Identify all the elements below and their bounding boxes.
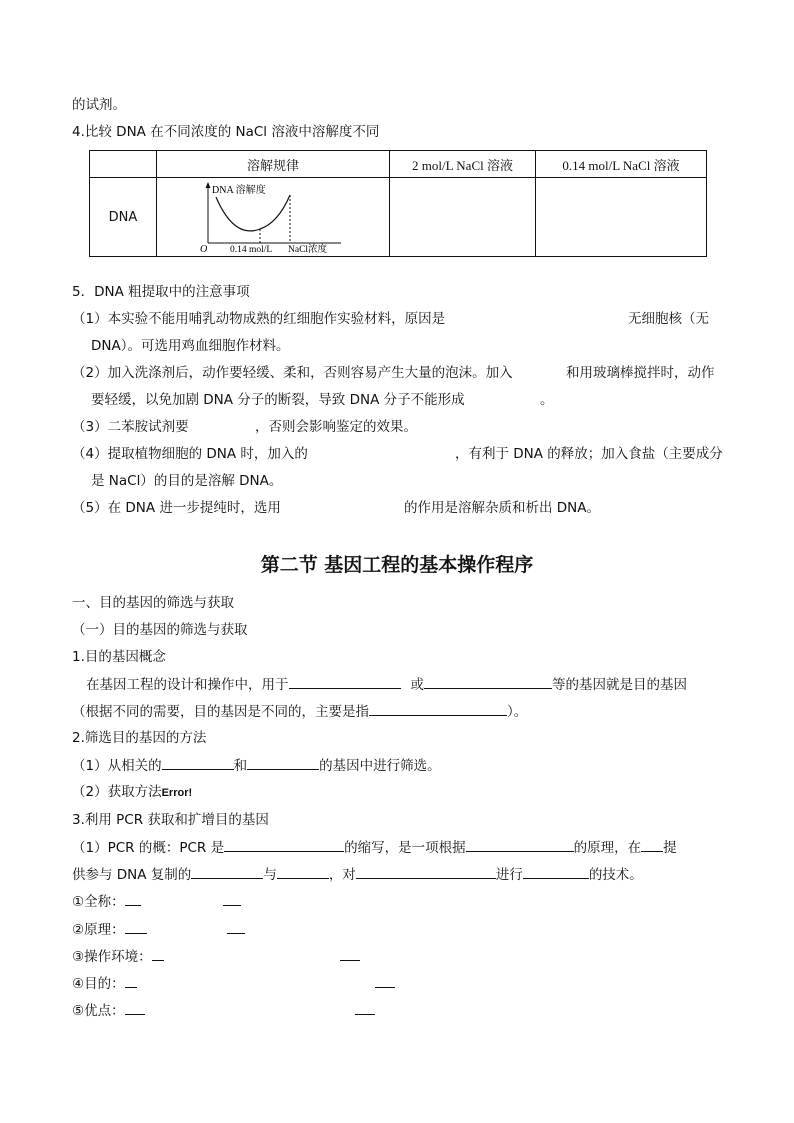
solubility-table [89,150,707,257]
pcr-text-d: 提 [663,840,677,856]
blank [125,974,137,988]
method-text-c: 的基因中进行筛选。 [319,758,441,774]
label: ③操作环境： [72,949,152,965]
item-4-tail: ，有利于 DNA 的释放；加入食盐（主要成分 [455,446,723,462]
item-4-cont: 是 NaCl）的目的是溶解 DNA。 [91,473,283,489]
blank [355,1001,375,1015]
item-3-text: （3）二苯胺试剂要 [72,419,189,435]
pcr-text-g: ，对 [328,867,356,883]
item-2-cont: 要轻缓，以免加剧 DNA 分子的断裂，导致 DNA 分子不能形成 [91,392,465,408]
blank [162,756,234,770]
blank [289,675,401,689]
solubility-curve [216,195,290,231]
graph-origin: O [200,244,208,253]
item-2-end: 。 [540,392,554,408]
method-text-b: 和 [233,758,248,774]
method-text-a: （1）从相关的 [72,758,162,774]
blank [277,865,329,879]
header-2mol-nacl: 2 mol/L NaCl 溶液 [390,151,536,178]
item-5-tail: 的作用是溶解杂质和析出 DNA。 [404,500,601,516]
item-4-text: （4）提取植物细胞的 DNA 时，加入的 [72,446,308,462]
item-2-text: （2）加入洗涤剂后，动作要轻缓、柔和，否则容易产生大量的泡沫。加入 [72,365,513,381]
blank [356,865,496,879]
blank [152,947,164,961]
blank [125,920,147,934]
graph-xtick: 0.14 mol/L [230,245,273,253]
section-title: 第二节 基因工程的基本操作程序 [260,554,534,576]
method-line-1 [72,756,441,775]
pcr-environment [72,947,360,966]
item-3-tail: ，否则会影响鉴定的效果。 [255,419,417,435]
header-blank [90,151,157,178]
blank [227,920,245,934]
pcr-text-c: 的原理，在 [573,840,642,856]
pcr-purpose [72,974,395,993]
blank [523,865,589,879]
header-solubility-rule: 溶解规律 [157,151,390,178]
method-heading: 2.筛选目的基因的方法 [72,730,207,746]
row-label-dna: DNA [90,178,157,257]
item-1-text: （1）本实验不能用哺乳动物成熟的红细胞作实验材料，原因是 [72,311,446,327]
pcr-text-b: 的缩写，是一项根据 [344,840,466,856]
error-text: Error! [161,787,193,799]
item-5-text: （5）在 DNA 进一步提纯时，选用 [72,500,281,516]
section-4-heading: 4.比较 DNA 在不同浓度的 NaCl 溶液中溶解度不同 [72,124,380,140]
concept-heading: 1.目的基因概念 [72,649,166,665]
section-5-heading: 5．DNA 粗提取中的注意事项 [72,284,250,300]
label: ①全称： [72,894,125,910]
solubility-graph [198,181,348,253]
blank [125,1001,145,1015]
pcr-heading: 3.利用 PCR 获取和扩增目的基因 [72,812,269,828]
concept-text-b: 或 [410,677,424,693]
blank [224,838,344,852]
concept-text-e: ）。 [507,704,528,720]
fragment-line: 的试剂。 [72,97,126,113]
answer-cell-014mol [536,178,707,257]
graph-ylabel: DNA 溶解度 [212,185,266,196]
pcr-text-i: 的技术。 [588,867,643,883]
solubility-graph-cell [157,178,390,257]
method-text-d: （2）获取方法 [72,784,162,800]
blank [375,974,395,988]
pcr-fullname [72,892,241,911]
label: ⑤优点： [72,1003,125,1019]
blank [247,756,319,770]
concept-text-c: 等的基因就是目的基因 [552,677,687,693]
blank [191,865,263,879]
pcr-text-a: （1）PCR 的概：PCR 是 [72,840,225,856]
heading-2: （一）目的基因的筛选与获取 [72,622,248,638]
method-line-2 [72,783,192,802]
blank [424,675,552,689]
pcr-line-2 [72,865,643,884]
label: ②原理： [72,922,125,938]
concept-text-a: 在基因工程的设计和操作中，用于 [86,677,289,693]
blank [125,892,141,906]
concept-line-2 [72,702,527,721]
item-2-tail: 和用玻璃棒搅拌时，动作 [566,365,715,381]
pcr-advantage [72,1001,375,1020]
header-014mol-nacl: 0.14 mol/L NaCl 溶液 [536,151,707,178]
item-1-cont: DNA）。可选用鸡血细胞作材料。 [91,338,290,354]
pcr-line-1 [72,838,677,857]
y-axis-arrow [206,182,211,188]
blank [466,838,574,852]
heading-1: 一、目的基因的筛选与获取 [72,595,234,611]
blank [641,838,663,852]
graph-xlabel: NaCl浓度 [288,245,328,253]
pcr-text-e: 供参与 DNA 复制的 [72,867,192,883]
concept-text-d: （根据不同的需要，目的基因是不同的，主要是指 [72,704,369,720]
pcr-text-h: 进行 [495,867,523,883]
concept-line-1 [86,675,687,694]
blank [340,947,360,961]
pcr-text-f: 与 [263,867,277,883]
blank [369,702,507,716]
blank [223,892,241,906]
label: ④目的： [72,976,125,992]
item-1-tail: 无细胞核（无 [628,311,709,327]
pcr-principle [72,920,245,939]
answer-cell-2mol [390,178,536,257]
